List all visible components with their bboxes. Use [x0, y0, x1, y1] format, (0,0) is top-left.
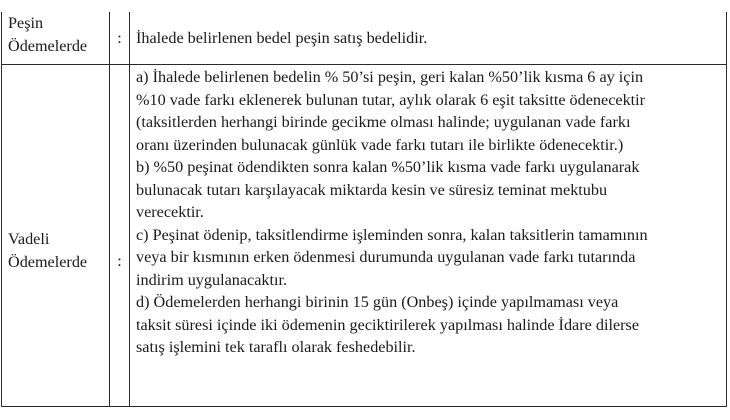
table-row-cash-payments [2, 12, 726, 64]
label-line: Vadeli [8, 230, 50, 248]
clause-d-line: satış işlemini tek taraflı olarak feshedebilir. [136, 338, 416, 356]
clause-b-line: verecektir. [136, 203, 204, 221]
separator-colon [110, 12, 130, 64]
row-content-installment-payments [130, 65, 726, 406]
clause-a-line: a) İhalede belirlenen bedelin % 50’si peşin, geri kalan %50’lik kısma 6 ay için [136, 68, 644, 86]
clause-c-line: indirim uygulanacaktır. [136, 270, 288, 289]
clause-a-line: %10 vade farkı eklenerek bulunan tutar, aylık olarak 6 eşit taksitte ödenecektir [136, 90, 646, 109]
separator-colon [110, 65, 130, 406]
payment-terms-table [1, 12, 727, 407]
table-row-installment-payments [2, 64, 726, 406]
colon-text: : [117, 28, 122, 47]
clause-a-line: oranı üzerinden bulunacak günlük vade farkı tutarı ile birlikte ödenecektir.) [136, 135, 624, 154]
label-line: Ödemelerde [8, 36, 88, 55]
clause-c-line: c) Peşinat ödenip, taksitlendirme işleminden sonra, kalan taksitlerin tamamının [136, 225, 648, 244]
clause-b-line: b) %50 peşinat ödendikten sonra kalan %50’lik kısma vade farkı uygulanarak [136, 158, 640, 176]
row-label-installment-payments [2, 65, 110, 406]
clause-b-line: bulunacak tutarı karşılayacak miktarda kesin ve süresiz teminat mektubu [136, 180, 608, 199]
label-line: Peşin [8, 14, 44, 32]
label-line: Ödemelerde [8, 252, 88, 271]
row-label-cash-payments [2, 12, 110, 64]
colon-text: : [117, 252, 122, 271]
clause-d-line: taksit süresi içinde iki ödemenin geciktirilerek yapılması halinde İdare dilerse [136, 315, 639, 334]
row-content-cash-payments [130, 12, 726, 64]
content-line: İhalede belirlenen bedel peşin satış bedelidir. [136, 28, 428, 47]
clause-d-line: d) Ödemelerden herhangi birinin 15 gün (Onbeş) içinde yapılmaması veya [136, 293, 619, 311]
clause-c-line: veya bir kısmının erken ödenmesi durumunda uygulanan vade farkı tutarında [136, 248, 636, 266]
clause-a-line: (taksitlerden herhangi birinde gecikme olması halinde; uygulanan vade farkı [136, 113, 631, 131]
